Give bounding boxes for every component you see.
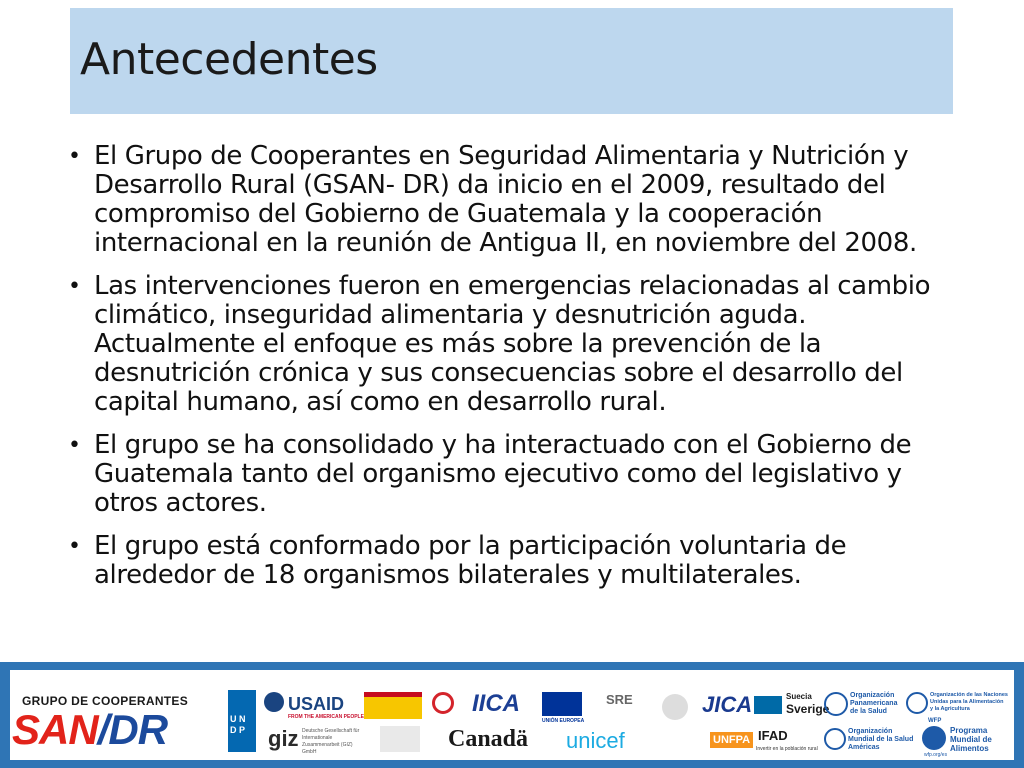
giz-label: giz bbox=[268, 726, 299, 751]
usaid-label: USAID bbox=[288, 694, 345, 714]
sweden-label: Suecia bbox=[786, 692, 812, 701]
eu-label: UNIÓN EUROPEA bbox=[542, 718, 585, 724]
fao-line-1: Organización de las Naciones bbox=[930, 692, 1008, 698]
bullet-item bbox=[62, 142, 942, 258]
group-name-small: GRUPO DE COOPERANTES bbox=[22, 694, 189, 708]
eu-flag-icon bbox=[542, 692, 582, 716]
wfp-emblem-icon bbox=[922, 726, 946, 750]
ifad-logo: IFAD bbox=[758, 728, 788, 743]
bullet-text: Las intervenciones fueron en emergencias relacionadas al cambio climático, inseguridad alimentaria y desnutrición aguda. Actualmente el enfoque es más sobre la prevención de la desnutrición crónica y sus consecuencias sobre el desarrollo del capital humano, así como en desarrollo rural. bbox=[94, 271, 931, 417]
wfp-url: wfp.org/es bbox=[924, 752, 948, 758]
bullet-text: El Grupo de Cooperantes en Seguridad Alimentaria y Nutrición y Desarrollo Rural (GSAN- DR) da inicio en el 2009, resultado del compromiso del Gobierno de Guatemala y la cooperación internacional en la reunión de Antigua II, en noviembre del 2008. bbox=[94, 141, 917, 258]
oms-line-1: Organización bbox=[848, 728, 893, 735]
bullet-dot-icon: • bbox=[68, 144, 81, 169]
bullet-item bbox=[62, 431, 942, 518]
slide-title: Antecedentes bbox=[80, 34, 378, 85]
bullet-item bbox=[62, 272, 942, 417]
oms-line-2: Mundial de la Salud bbox=[848, 736, 914, 743]
giz-subtitle: Deutsche Gesellschaft für Internationale Zusammenarbeit (GIZ) GmbH bbox=[302, 728, 360, 755]
sre-logo: SRE bbox=[606, 692, 633, 707]
bullet-dot-icon: • bbox=[68, 534, 81, 559]
unicef-logo: unicef bbox=[566, 728, 625, 753]
oms-emblem-icon bbox=[824, 728, 846, 750]
pma-line-2: Mundial de bbox=[950, 735, 992, 744]
pma-line-1: Programa bbox=[950, 726, 988, 735]
ops-line-2: Panamericana bbox=[850, 700, 898, 707]
bullet-text: El grupo está conformado por la participación voluntaria de alrededor de 18 organismos bilaterales y multilaterales. bbox=[94, 531, 847, 590]
mexico-seal-icon bbox=[662, 694, 688, 720]
partner-logos-strip bbox=[10, 670, 1014, 760]
usaid-logo bbox=[264, 692, 284, 712]
sweden-flag-icon bbox=[754, 696, 782, 714]
ops-emblem-icon bbox=[824, 692, 848, 716]
ifad-subtitle: Invertir en la población rural bbox=[756, 746, 818, 752]
sverige-label: Sverige bbox=[786, 702, 830, 716]
bullet-dot-icon: • bbox=[68, 274, 81, 299]
undp-label: U N D P bbox=[230, 714, 246, 735]
c-logo bbox=[432, 692, 454, 714]
footer-band bbox=[0, 662, 1024, 768]
pma-line-3: Alimentos bbox=[950, 744, 989, 753]
cooperacion-alemana-logo bbox=[380, 726, 420, 752]
oms-line-3: Américas bbox=[848, 744, 880, 751]
ops-line-3: de la Salud bbox=[850, 708, 887, 715]
wfp-label: WFP bbox=[928, 718, 942, 724]
unfpa-logo: UNFPA bbox=[710, 732, 753, 748]
iica-logo: IICA bbox=[472, 690, 520, 717]
spain-logo bbox=[364, 692, 422, 719]
fao-emblem-icon bbox=[906, 692, 928, 714]
title-bar bbox=[70, 8, 953, 114]
jica-logo: JICA bbox=[702, 692, 753, 717]
canada-logo: Canadä bbox=[448, 726, 529, 752]
ops-line-1: Organización bbox=[850, 692, 895, 699]
san-dr-logo: SAN/DR bbox=[12, 706, 168, 753]
usaid-subtitle: FROM THE AMERICAN PEOPLE bbox=[288, 714, 364, 720]
fao-line-3: y la Agricultura bbox=[930, 706, 970, 712]
bullet-list bbox=[62, 142, 942, 604]
bullet-text: El grupo se ha consolidado y ha interactuado con el Gobierno de Guatemala tanto del organismo ejecutivo como del legislativo y otros actores. bbox=[94, 430, 912, 518]
fao-line-2: Unidas para la Alimentación bbox=[930, 699, 1004, 705]
bullet-dot-icon: • bbox=[68, 433, 81, 458]
bullet-item bbox=[62, 532, 942, 590]
